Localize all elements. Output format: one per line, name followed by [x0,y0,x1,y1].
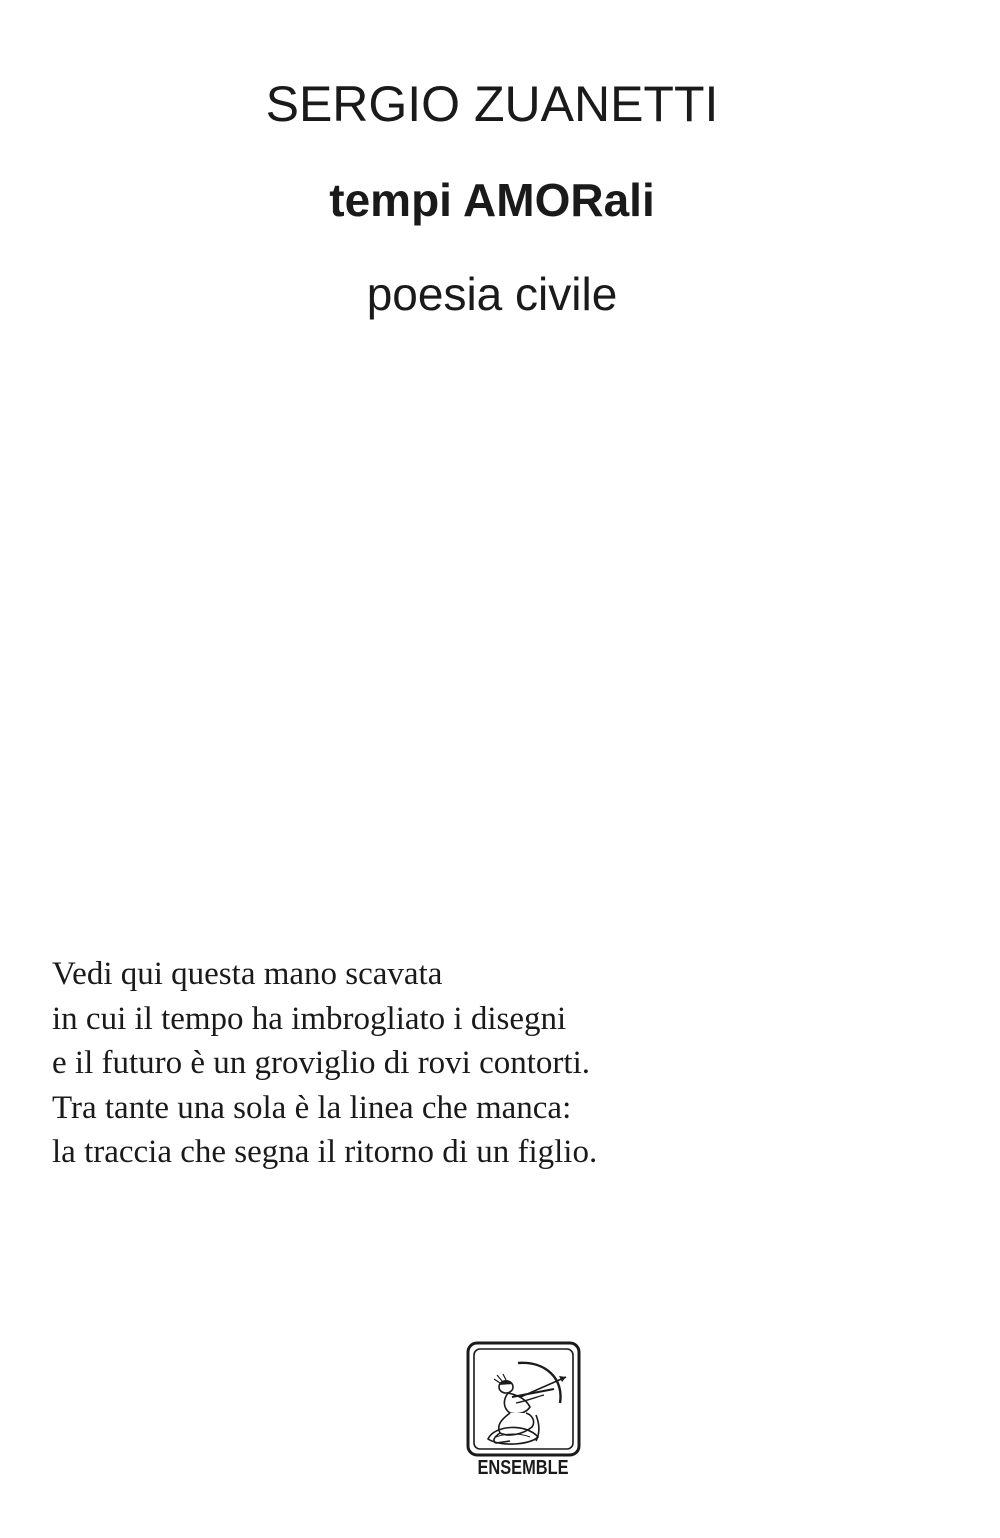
author-name: SERGIO ZUANETTI [265,76,719,132]
poem-line: Vedi qui questa mano scavata [52,956,443,992]
poem-line: e il futuro è un groviglio di rovi contorti. [52,1045,590,1081]
poem-line: in cui il tempo ha imbrogliato i disegni [52,1000,567,1037]
publisher-name: ENSEMBLE [477,1457,569,1479]
poem-excerpt [52,952,752,1175]
poem-line: la traccia che segna il ritorno di un figlio. [52,1134,598,1170]
poem-line: Tra tante una sola è la linea che manca: [52,1089,572,1126]
book-title: tempi AMORali [329,174,655,226]
book-subtitle: poesia civile [366,268,618,320]
